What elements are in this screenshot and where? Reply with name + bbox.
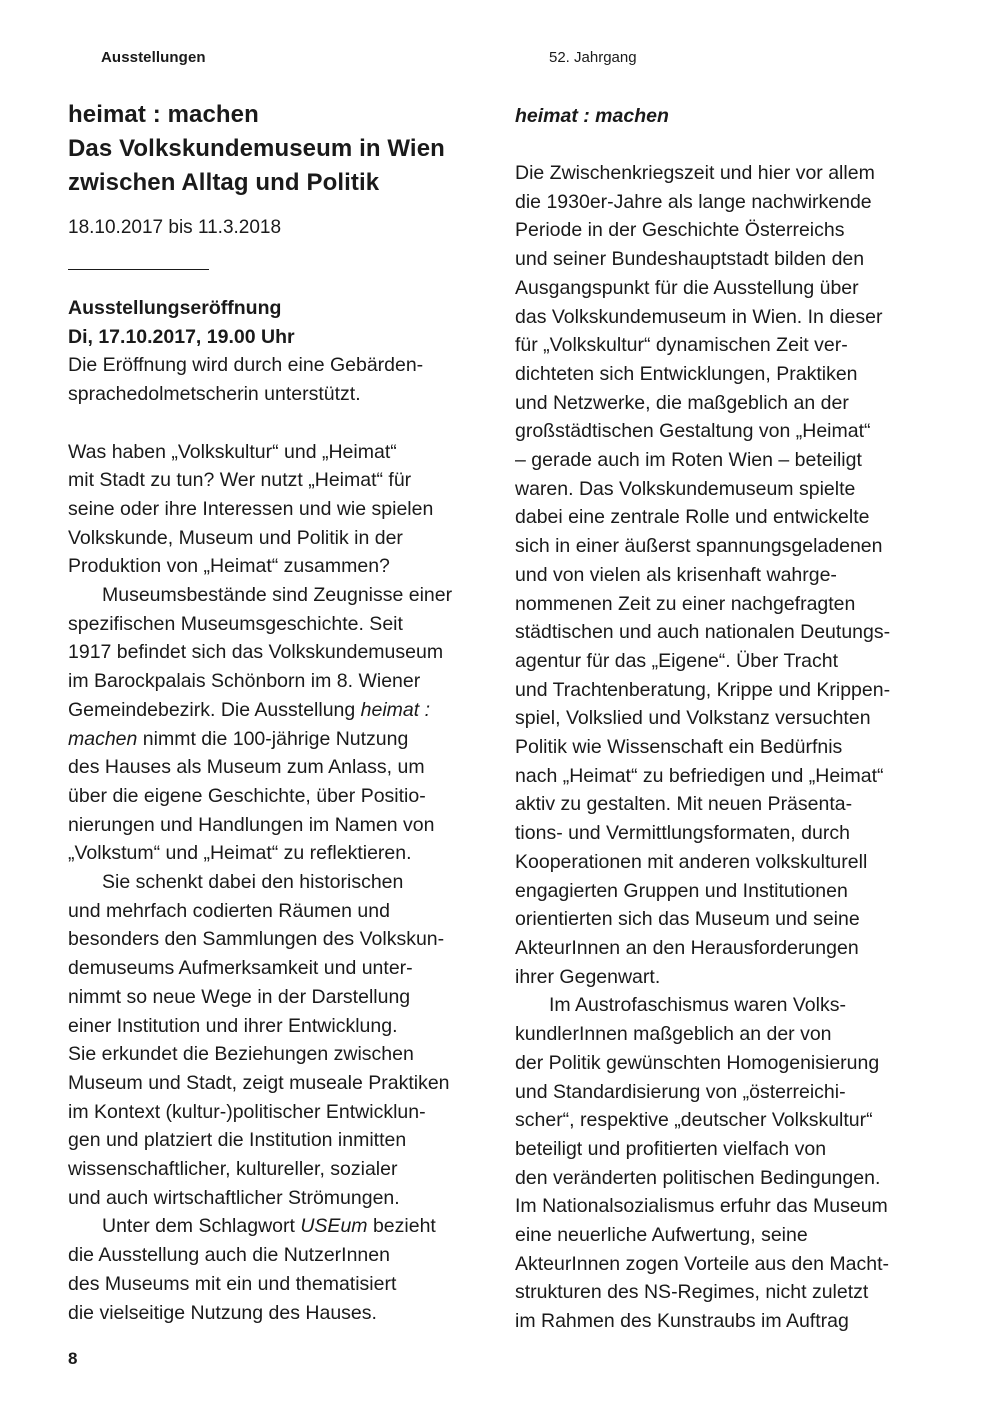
title-line: zwischen Alltag und Politik	[68, 169, 380, 196]
text-line: mit Stadt zu tun? Wer nutzt „Heimat“ für	[68, 469, 412, 492]
text-line: spezifischen Museumsgeschichte. Seit	[68, 612, 403, 635]
intro-paragraph	[68, 438, 498, 582]
exhibition-name-italic: heimat :	[360, 698, 431, 721]
text-span: Unter dem Schlagwort	[102, 1215, 301, 1238]
text-line: nommenen Zeit zu einer nachgefragten	[515, 592, 856, 615]
text-line: die 1930er-Jahre als lange nachwirkende	[515, 190, 872, 213]
opening-note-line: sprachedolmetscherin unterstützt.	[68, 383, 361, 406]
text-line: ihrer Gegenwart.	[515, 965, 661, 988]
text-line	[68, 696, 498, 725]
text-line: Im Nationalsozialismus erfuhr das Museum	[515, 1195, 888, 1218]
text-line: und seiner Bundeshauptstadt bilden den	[515, 248, 865, 271]
text-line: die Ausstellung auch die NutzerInnen	[68, 1244, 390, 1267]
running-header-section: Ausstellungen	[101, 49, 206, 66]
text-line: des Hauses als Museum zum Anlass, um	[68, 756, 425, 779]
text-line: gen und platziert die Institution inmitten	[68, 1129, 407, 1152]
text-line: „Volkstum“ und „Heimat“ zu reflektieren.	[68, 842, 412, 865]
text-line: Was haben „Volkskultur“ und „Heimat“	[68, 440, 397, 463]
text-line: AkteurInnen an den Herausforderungen	[515, 936, 859, 959]
text-line: die vielseitige Nutzung des Hauses.	[68, 1301, 377, 1324]
text-line: Kooperationen mit anderen volkskulturell	[515, 850, 868, 873]
text-line	[68, 1212, 498, 1241]
text-line: Produktion von „Heimat“ zusammen?	[68, 555, 390, 578]
exhibition-title	[68, 98, 498, 200]
text-line: waren. Das Volkskundemuseum spielte	[515, 477, 856, 500]
text-line: großstädtischen Gestaltung von „Heimat“	[515, 420, 871, 443]
text-line: tions- und Vermittlungsformaten, durch	[515, 822, 850, 845]
text-line: besonders den Sammlungen des Volkskun-	[68, 928, 445, 951]
text-line: und von vielen als krisenhaft wahrge-	[515, 563, 837, 586]
text-line: demuseums Aufmerksamkeit und unter-	[68, 957, 413, 980]
text-line: dichteten sich Entwicklungen, Praktiken	[515, 362, 858, 385]
text-line: und auch wirtschaftlicher Strömungen.	[68, 1186, 400, 1209]
text-line: Im Austrofaschismus waren Volks-	[549, 994, 846, 1017]
exhibition-date-range: 18.10.2017 bis 11.3.2018	[68, 217, 282, 238]
text-line: im Barockpalais Schönborn im 8. Wiener	[68, 670, 421, 693]
text-line: nach „Heimat“ zu befriedigen und „Heimat“	[515, 764, 884, 787]
text-line: 1917 befindet sich das Volkskundemuseum	[68, 641, 444, 664]
text-line: sich in einer äußerst spannungsgeladenen	[515, 535, 883, 558]
useum-paragraph	[68, 1212, 498, 1327]
text-span: Gemeindebezirk. Die Ausstellung	[68, 698, 361, 721]
text-line: engagierten Gruppen und Institutionen	[515, 879, 848, 902]
text-line: das Volkskundemuseum in Wien. In dieser	[515, 305, 883, 328]
title-line: Das Volkskundemuseum in Wien	[68, 135, 445, 162]
text-line: über die eigene Geschichte, über Positio-	[68, 784, 426, 807]
text-line: und Trachtenberatung, Krippe und Krippen-	[515, 678, 891, 701]
text-line: im Kontext (kultur-)politischer Entwicklun-	[68, 1100, 426, 1123]
right-column	[515, 98, 955, 1336]
section-heading-italic: heimat : machen	[515, 105, 669, 127]
page-number: 8	[68, 1349, 78, 1368]
text-line: AkteurInnen zogen Vorteile aus den Macht-	[515, 1252, 889, 1275]
text-line: und mehrfach codierten Räumen und	[68, 899, 390, 922]
text-line: seine oder ihre Interessen und wie spielen	[68, 497, 434, 520]
text-line: einer Institution und ihrer Entwicklung.	[68, 1014, 398, 1037]
opening-datetime: Di, 17.10.2017, 19.00 Uhr	[68, 325, 295, 348]
text-line	[68, 725, 498, 754]
text-line: den veränderten politischen Bedingungen.	[515, 1166, 881, 1189]
text-line: Sie erkundet die Beziehungen zwischen	[68, 1043, 414, 1066]
text-line: für „Volkskultur“ dynamischen Zeit ver-	[515, 334, 848, 357]
spaces-paragraph	[68, 868, 498, 1212]
text-line: Museum und Stadt, zeigt museale Praktiken	[68, 1071, 450, 1094]
left-column	[68, 98, 498, 1327]
text-line: spiel, Volkslied und Volkstanz versuchten	[515, 707, 871, 730]
text-line: nimmt so neue Wege in der Darstellung	[68, 985, 411, 1008]
text-line: und Standardisierung von „österreichi-	[515, 1080, 846, 1103]
text-line: städtischen und auch nationalen Deutungs-	[515, 621, 891, 644]
text-line: strukturen des NS-Regimes, nicht zuletzt	[515, 1281, 869, 1304]
title-line: heimat : machen	[68, 101, 259, 128]
exhibition-name-italic: machen	[68, 727, 138, 750]
text-line: wissenschaftlicher, kultureller, sozialer	[68, 1158, 398, 1181]
text-line: aktiv zu gestalten. Mit neuen Präsenta-	[515, 793, 853, 816]
text-line: Periode in der Geschichte Österreichs	[515, 219, 845, 242]
text-line: eine neuerliche Aufwertung, seine	[515, 1224, 808, 1247]
divider-rule	[68, 269, 209, 270]
text-line: nierungen und Handlungen im Namen von	[68, 813, 435, 836]
text-line: Museumsbestände sind Zeugnisse einer	[102, 584, 453, 607]
text-line: und Netzwerke, die maßgeblich an der	[515, 391, 849, 414]
opening-note-line: Die Eröffnung wird durch eine Gebärden-	[68, 354, 424, 377]
opening-info	[68, 294, 498, 409]
text-line: orientierten sich das Museum und seine	[515, 908, 860, 931]
running-header-volume: 52. Jahrgang	[549, 49, 637, 66]
text-line: kundlerInnen maßgeblich an der von	[515, 1023, 832, 1046]
text-line: Politik wie Wissenschaft ein Bedürfnis	[515, 736, 843, 759]
text-span: nimmt die 100-jährige Nutzung	[137, 727, 409, 750]
text-line: Volkskunde, Museum und Politik in der	[68, 526, 403, 549]
text-line: im Rahmen des Kunstraubs im Auftrag	[515, 1310, 849, 1333]
text-line: agentur für das „Eigene“. Über Tracht	[515, 649, 838, 672]
text-line: beteiligt und profitierten vielfach von	[515, 1137, 827, 1160]
text-span: bezieht	[367, 1215, 436, 1238]
text-line: Die Zwischenkriegszeit und hier vor allem	[515, 162, 875, 184]
useum-keyword-italic: USEum	[300, 1215, 368, 1238]
text-line: Sie schenkt dabei den historischen	[102, 871, 404, 894]
text-line: – gerade auch im Roten Wien – beteiligt	[515, 449, 862, 472]
austrofascism-paragraph	[515, 991, 955, 1335]
text-line: der Politik gewünschten Homogenisierung	[515, 1051, 880, 1074]
text-line: dabei eine zentrale Rolle und entwickelte	[515, 506, 870, 529]
museum-history-paragraph	[68, 581, 498, 868]
opening-heading: Ausstellungseröffnung	[68, 297, 282, 319]
text-line: des Museums mit ein und thematisiert	[68, 1272, 397, 1295]
interwar-paragraph	[515, 159, 955, 991]
text-line: scher“, respektive „deutscher Volkskultur“	[515, 1109, 873, 1132]
text-line: Ausgangspunkt für die Ausstellung über	[515, 276, 859, 299]
paragraph-gap	[68, 409, 498, 438]
